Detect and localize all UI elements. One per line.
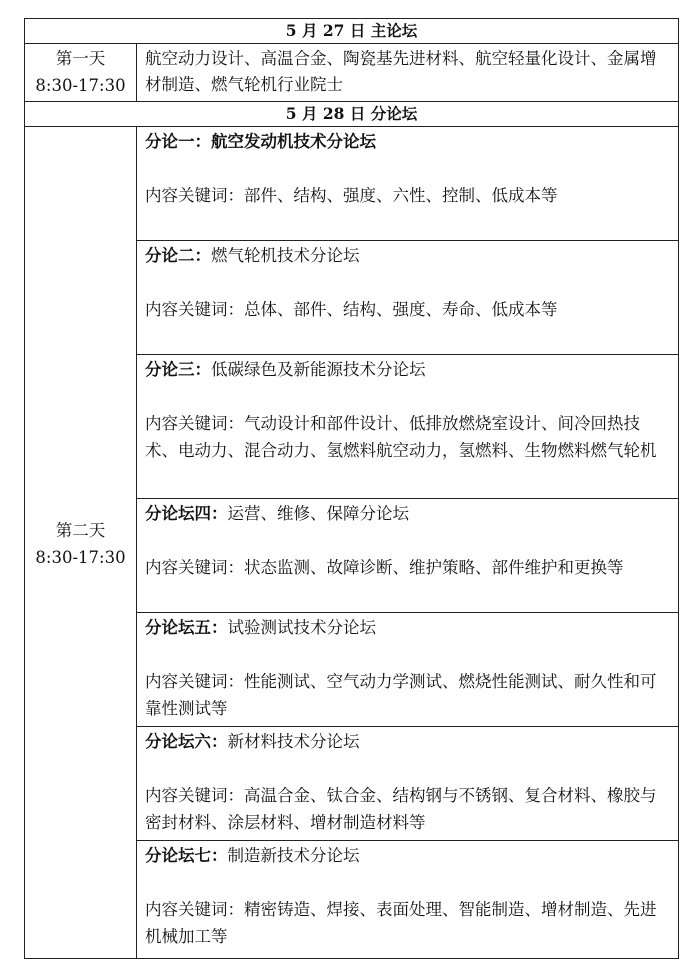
forum-title-6 (145, 728, 672, 755)
forum-tag-1: 分论一： (145, 132, 211, 151)
forum-title-7 (145, 842, 672, 869)
day1-row (25, 44, 679, 102)
forum-keywords-2: 内容关键词：总体、部件、结构、强度、寿命、低成本等 (145, 300, 558, 319)
forum-cell-4 (137, 499, 679, 613)
forum-keywords-6: 内容关键词：高温合金、钛合金、结构钢与不锈钢、复合材料、橡胶与密封材料、涂层材料、增材制造材料等 (145, 786, 657, 832)
forum-cell-6 (137, 727, 679, 841)
day1-label-time: 8:30-17:30 (35, 76, 126, 95)
forum-tag-6: 分论坛六： (145, 732, 228, 751)
forum-name-7: 制造新技术分论坛 (227, 846, 360, 865)
forum-row-1 (25, 127, 679, 241)
forum-cell-2 (137, 241, 679, 355)
forum-title-5 (145, 614, 672, 641)
day1-label-name: 第一天 (55, 49, 106, 68)
forum-tag-4: 分论坛四： (145, 504, 228, 523)
forum-tag-2: 分论二： (145, 246, 211, 265)
day2-label-time: 8:30-17:30 (35, 547, 126, 567)
forum-name-6: 新材料技术分论坛 (227, 732, 360, 751)
forum-tag-3: 分论三： (145, 360, 211, 379)
forum-name-1: 航空发动机技术分论坛 (211, 132, 376, 151)
forum-title-4 (145, 500, 672, 527)
day1-header: 5 月 27 日 主论坛 (25, 19, 679, 44)
forum-cell-7 (137, 841, 679, 959)
forum-keywords-7: 内容关键词：精密铸造、焊接、表面处理、智能制造、增材制造、先进机械加工等 (145, 900, 657, 946)
day2-label-name: 第二天 (55, 520, 106, 540)
forum-keywords-1: 内容关键词：部件、结构、强度、六性、控制、低成本等 (145, 186, 558, 205)
forum-cell-5 (137, 613, 679, 727)
forum-cell-3 (137, 355, 679, 499)
day1-content: 航空动力设计、高温合金、陶瓷基先进材料、航空轻量化设计、金属增材制造、燃气轮机行业院士 (137, 44, 679, 102)
forum-title-1 (145, 128, 672, 155)
forum-title-2 (145, 242, 672, 269)
forum-name-2: 燃气轮机技术分论坛 (211, 246, 360, 265)
day2-header: 5 月 28 日 分论坛 (25, 102, 679, 127)
day2-label-cell (25, 127, 137, 959)
forum-tag-5: 分论坛五： (145, 618, 228, 637)
forum-cell-1 (137, 127, 679, 241)
day1-label-cell (25, 44, 137, 102)
forum-keywords-4: 内容关键词：状态监测、故障诊断、维护策略、部件维护和更换等 (145, 558, 624, 577)
day1-header-row (25, 19, 679, 44)
forum-tag-7: 分论坛七： (145, 846, 228, 865)
forum-keywords-5: 内容关键词：性能测试、空气动力学测试、燃烧性能测试、耐久性和可靠性测试等 (145, 672, 657, 718)
forum-name-4: 运营、维修、保障分论坛 (227, 504, 409, 523)
forum-name-5: 试验测试技术分论坛 (227, 618, 376, 637)
forum-keywords-3: 内容关键词：气动设计和部件设计、低排放燃烧室设计、间冷回热技术、电动力、混合动力、氢燃料航空动力，氢燃料、生物燃料燃气轮机 (145, 414, 657, 460)
day2-header-row (25, 102, 679, 127)
conference-schedule-table (24, 18, 679, 959)
forum-name-3: 低碳绿色及新能源技术分论坛 (211, 360, 426, 379)
forum-title-3 (145, 356, 672, 383)
